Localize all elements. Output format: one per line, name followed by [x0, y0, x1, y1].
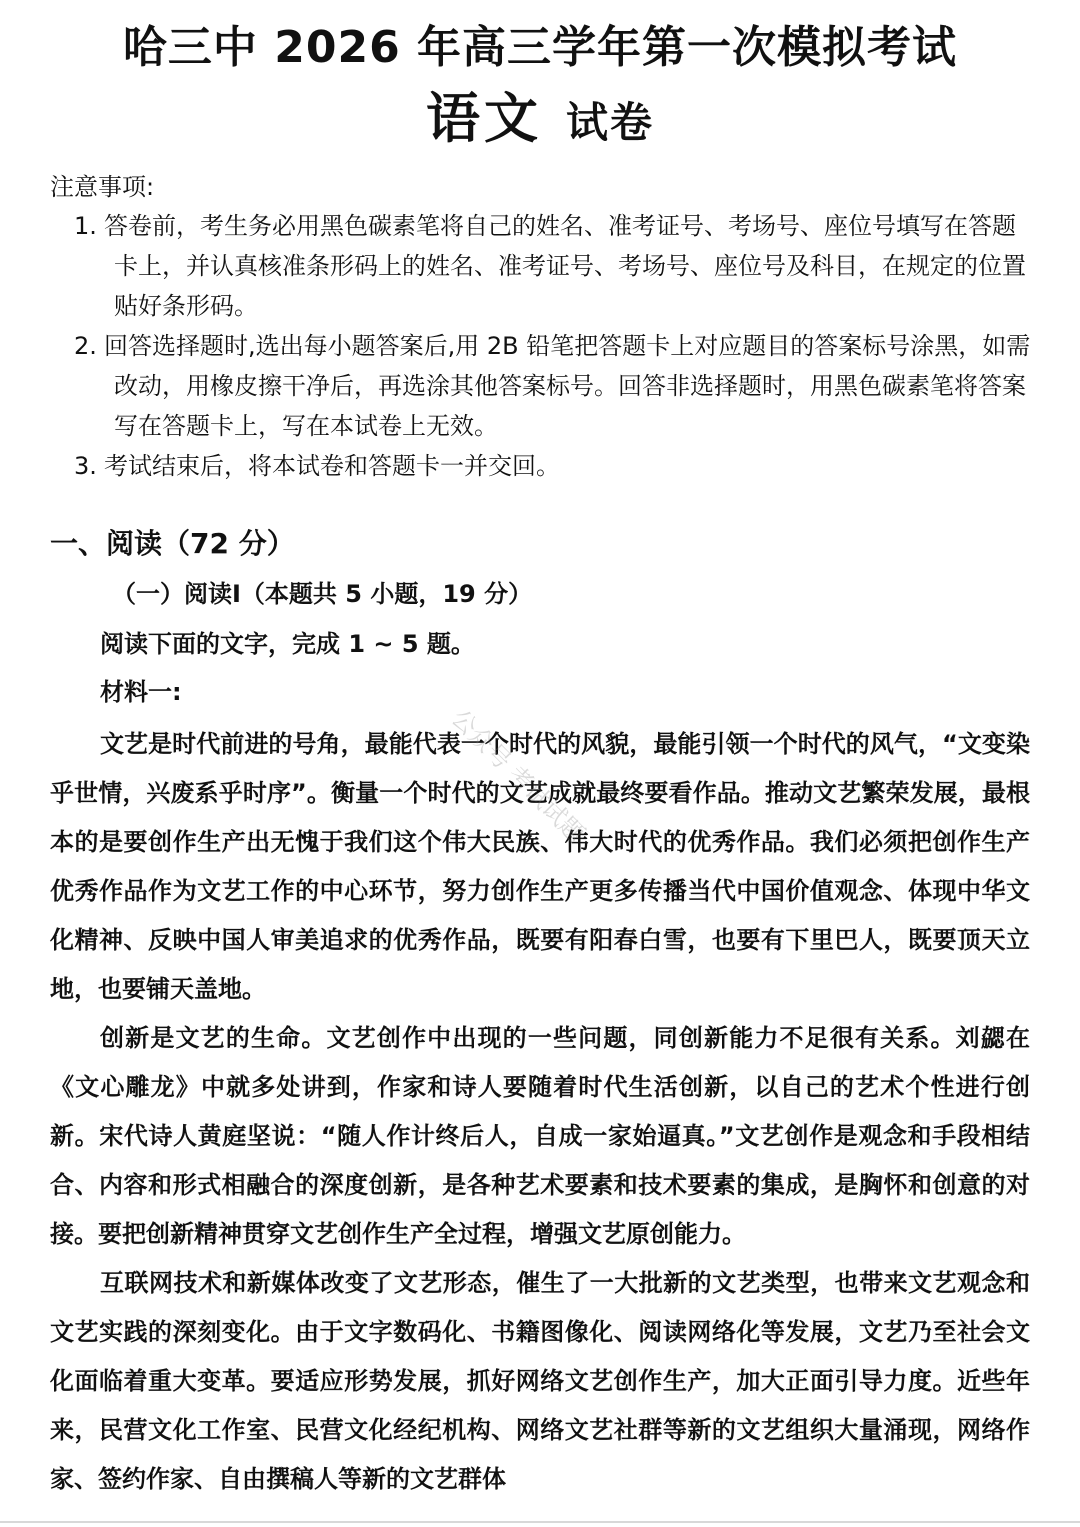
notice-item	[74, 326, 1034, 446]
notice-text: 回答选择题时,选出每小题答案后,用 2B 铅笔把答题卡上对应题目的答案标号涂黑，如需改动，用橡皮擦干净后，再选涂其他答案标号。回答非选择题时，用黑色碳素笔将答案写在答题卡上，写在本试卷上无效。	[104, 332, 1031, 440]
subject-name: 语文	[425, 87, 542, 150]
notice-item	[74, 206, 1034, 326]
notice-number: 2.	[74, 332, 97, 360]
section-heading: 一、阅读（72 分）	[50, 527, 295, 560]
notice-list	[74, 206, 1034, 486]
body-paragraph: 创新是文艺的生命。文艺创作中出现的一些问题，同创新能力不足很有关系。刘勰在《文心雕龙》中就多处讲到，作家和诗人要随着时代生活创新，以自己的艺术个性进行创新。宋代诗人黄庭坚说：“随人作计终后人，自成一家始逼真。”文艺创作是观念和手段相结合、内容和形式相融合的深度创新，是各种艺术要素和技术要素的集成，是胸怀和创意的对接。要把创新精神贯穿文艺创作生产全过程，增强文艺原创能力。	[50, 1024, 1030, 1248]
material-label: 材料一:	[100, 678, 182, 706]
exam-title: 哈三中 2026 年高三学年第一次模拟考试	[122, 22, 958, 73]
bottom-divider	[0, 1521, 1080, 1523]
notice-item	[74, 446, 1034, 486]
subject-title	[0, 86, 1080, 165]
body-paragraph: 互联网技术和新媒体改变了文艺形态，催生了一大批新的文艺类型，也带来文艺观念和文艺实践的深刻变化。由于文字数码化、书籍图像化、阅读网络化等发展，文艺乃至社会文化面临着重大变革。要适应形势发展，抓好网络文艺创作生产，加大正面引导力度。近些年来，民营文化工作室、民营文化经纪机构、网络文艺社群等新的文艺组织大量涌现，网络作家、签约作家、自由撰稿人等新的文艺群体	[50, 1269, 1030, 1493]
notice-number: 1.	[74, 212, 97, 240]
notice-text: 答卷前，考生务必用黑色碳素笔将自己的姓名、准考证号、考场号、座位号填写在答题卡上，并认真核准条形码上的姓名、准考证号、考场号、座位号及科目，在规定的位置贴好条形码。	[104, 212, 1026, 320]
material-body	[50, 720, 1030, 1504]
body-paragraph: 文艺是时代前进的号角，最能代表一个时代的风貌，最能引领一个时代的风气，“文变染乎世情，兴废系乎时序”。衡量一个时代的文艺成就最终要看作品。推动文艺繁荣发展，最根本的是要创作生产出无愧于我们这个伟大民族、伟大时代的优秀作品。我们必须把创作生产优秀作品作为文艺工作的中心环节，努力创作生产更多传播当代中国价值观念、体现中华文化精神、反映中国人审美追求的优秀作品，既要有阳春白雪，也要有下里巴人，既要顶天立地，也要铺天盖地。	[50, 730, 1030, 1003]
blur-overlay	[740, 1455, 1080, 1505]
paper-label: 试卷	[565, 98, 654, 147]
subsection-heading: （一）阅读I（本题共 5 小题，19 分）	[112, 580, 533, 608]
reading-instruction: 阅读下面的文字，完成 1 ~ 5 题。	[100, 630, 475, 658]
watermark: 公众号 考试试题	[445, 704, 590, 849]
notice-number: 3.	[74, 452, 97, 480]
notice-heading: 注意事项:	[50, 173, 155, 201]
notice-text: 考试结束后，将本试卷和答题卡一并交回。	[104, 452, 560, 480]
